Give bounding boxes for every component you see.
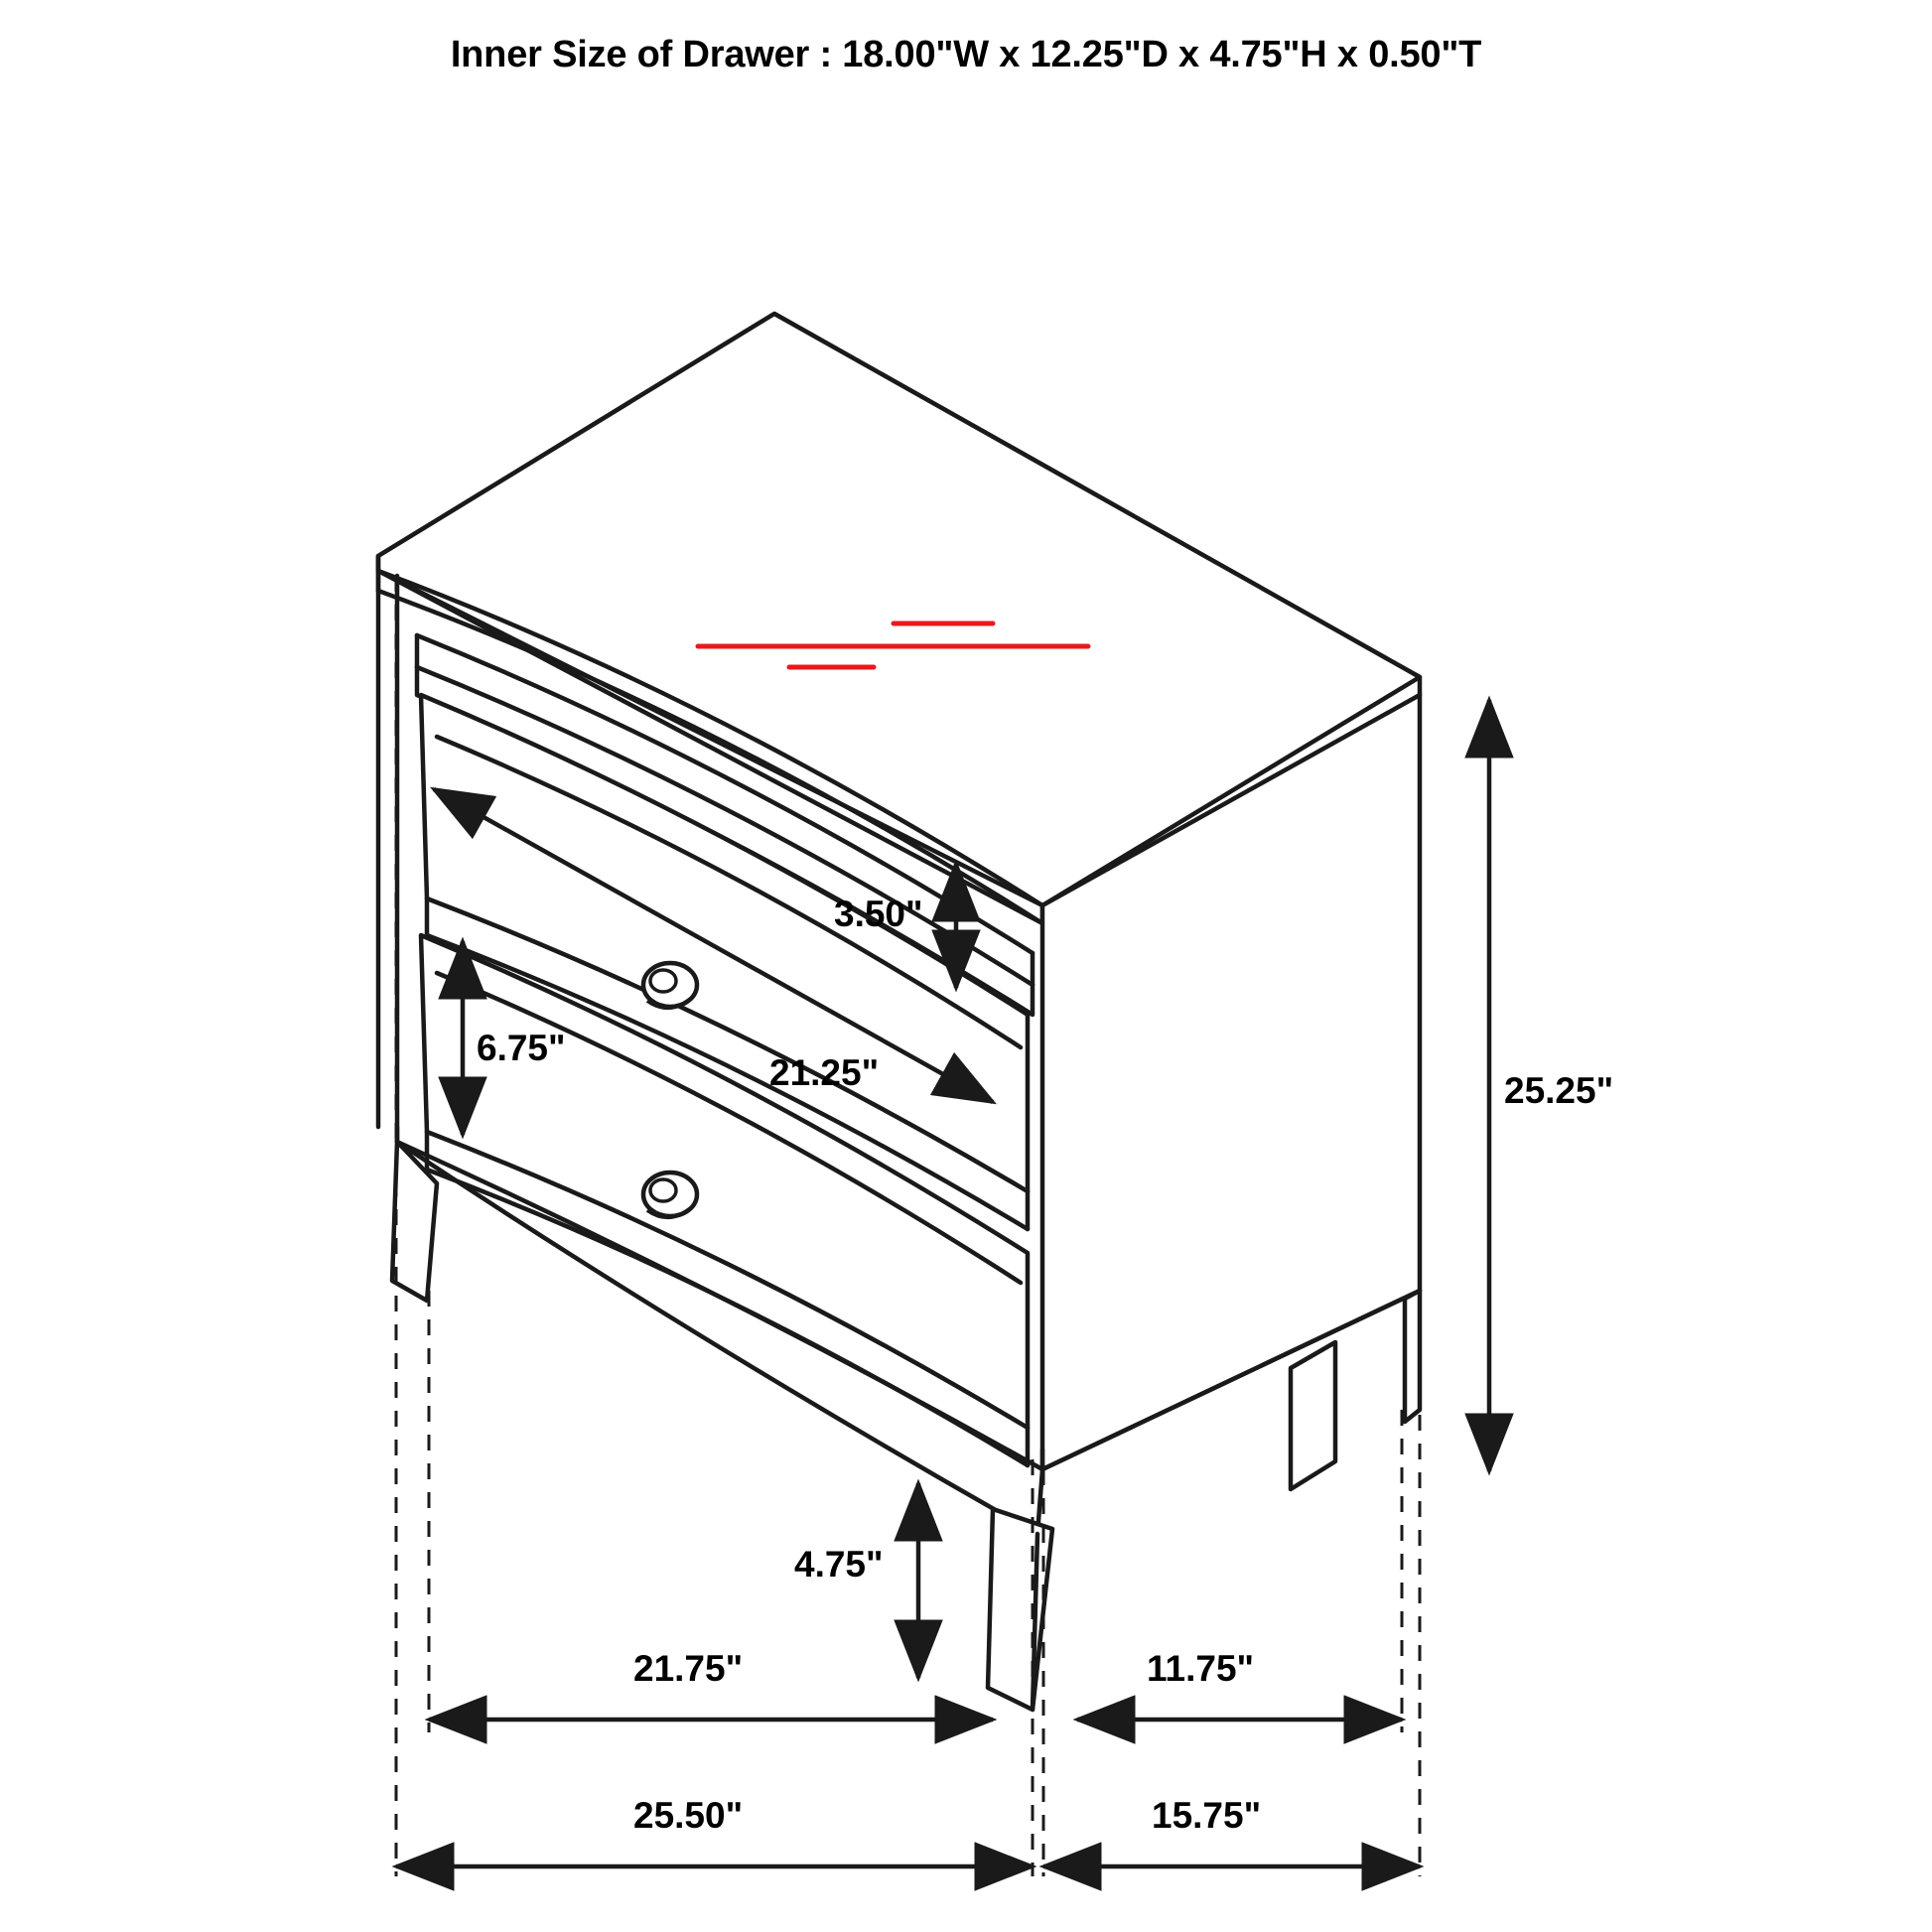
dim-label-drawer-front-height: 6.75" [477,1028,566,1068]
dim-label-front-inner-width: 21.75" [633,1648,744,1689]
dim-label-drawer-opening-height: 3.50" [834,894,923,934]
drawer-knob-upper [643,963,697,1008]
drawer-knob-lower [643,1173,697,1217]
page-title: Inner Size of Drawer : 18.00"W x 12.25"D x 4.75"H x 0.50"T [450,34,1482,75]
cabinet-body [378,314,1420,1710]
dim-label-leg-height: 4.75" [794,1544,884,1585]
dim-label-drawer-width: 21.25" [769,1052,880,1093]
dim-label-side-inner-depth: 11.75" [1147,1648,1255,1689]
dim-label-overall-depth: 15.75" [1152,1795,1262,1836]
dim-label-overall-width: 25.50" [633,1795,744,1836]
dim-label-overall-height: 25.25" [1504,1070,1614,1111]
